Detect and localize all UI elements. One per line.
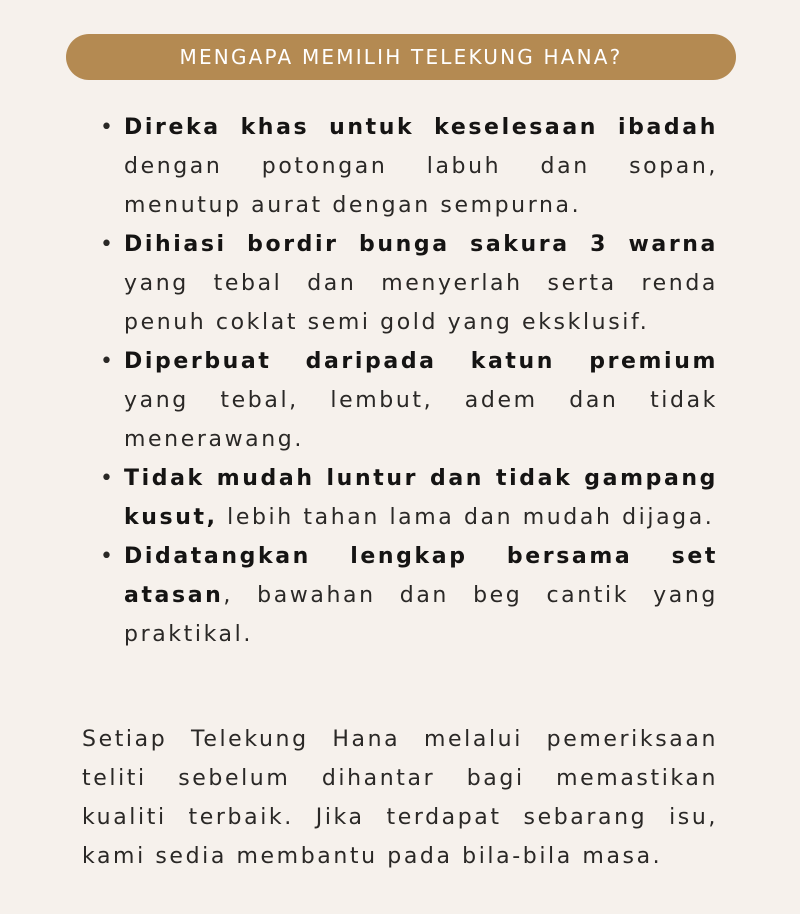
bullet-icon: • xyxy=(100,115,116,140)
bullet-icon: • xyxy=(100,466,116,491)
feature-text: yang tebal dan menyerlah serta renda penuh coklat semi gold yang eksklusif. xyxy=(124,271,718,335)
feature-highlight: Tidak mudah luntur dan tidak gampang kusut, xyxy=(124,466,718,530)
header-title: MENGAPA MEMILIH TELEKUNG HANA? xyxy=(179,45,623,69)
feature-item xyxy=(98,459,718,537)
header-banner xyxy=(66,34,736,80)
feature-highlight: Diperbuat daripada katun premium xyxy=(124,349,718,374)
feature-item xyxy=(98,108,718,225)
feature-highlight: Dihiasi bordir bunga sakura 3 warna xyxy=(124,232,718,257)
feature-highlight: Didatangkan lengkap bersama set atasan xyxy=(124,544,718,608)
feature-highlight: Direka khas untuk keselesaan ibadah xyxy=(124,115,718,140)
feature-text: , bawahan dan beg cantik yang praktikal. xyxy=(124,583,718,647)
feature-text: yang tebal, lembut, adem dan tidak menerawang. xyxy=(124,388,718,452)
bullet-icon: • xyxy=(100,232,116,257)
bullet-icon: • xyxy=(100,544,116,569)
feature-text: dengan potongan labuh dan sopan, menutup aurat dengan sempurna. xyxy=(124,154,718,218)
feature-item xyxy=(98,537,718,654)
feature-item xyxy=(98,225,718,342)
bullet-icon: • xyxy=(100,349,116,374)
feature-list xyxy=(98,108,718,654)
feature-item xyxy=(98,342,718,459)
feature-text: lebih tahan lama dan mudah dijaga. xyxy=(217,505,715,530)
closing-paragraph: Setiap Telekung Hana melalui pemeriksaan teliti sebelum dihantar bagi memastikan kualiti terbaik. Jika terdapat sebarang isu, kami sedia membantu pada bila-bila masa. xyxy=(82,727,718,869)
